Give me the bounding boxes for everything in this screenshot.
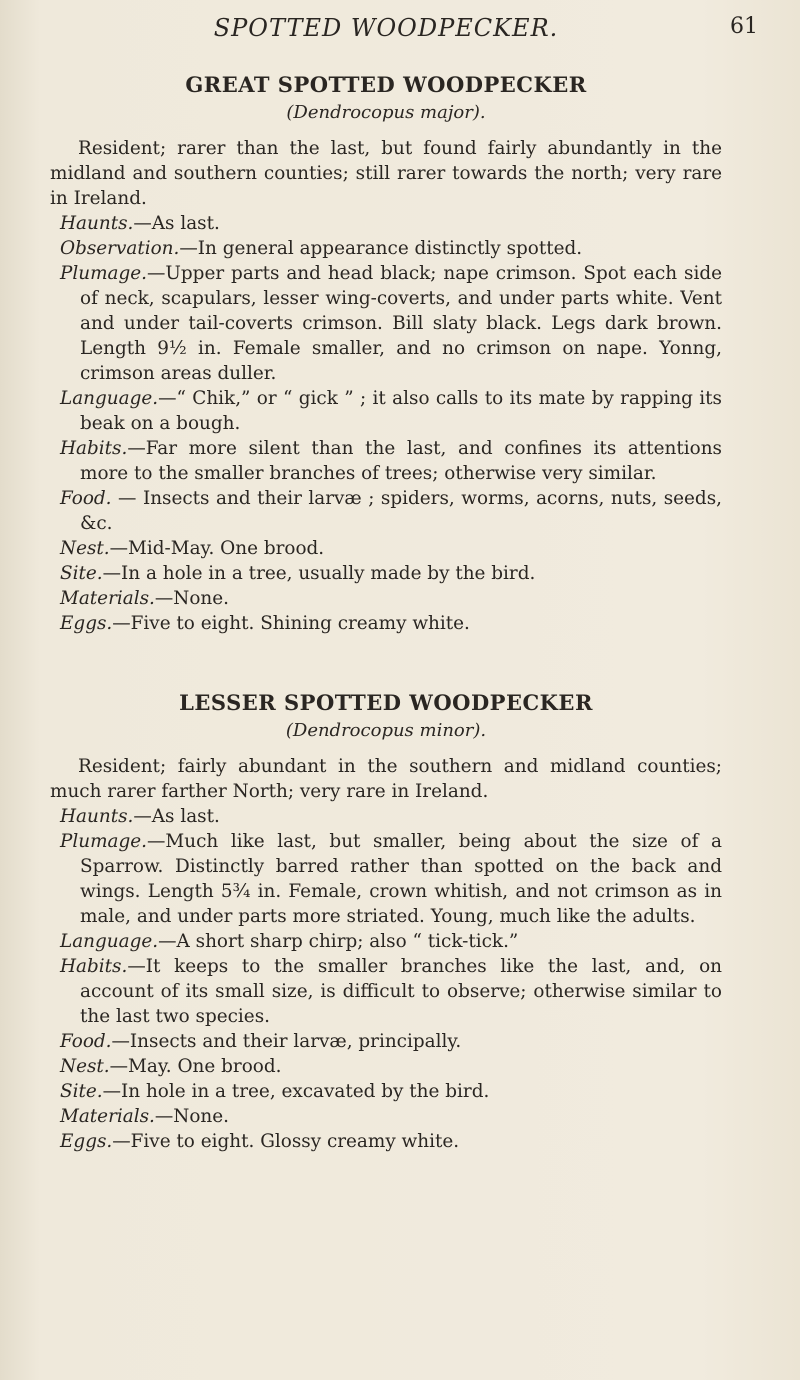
entry-text: —Mid-May. One brood. [109,538,325,559]
entry-label: Plumage. [60,263,148,284]
entry-haunts [50,804,722,829]
entry-label: Language. [60,388,159,409]
entry-label: Plumage. [60,831,148,852]
entry-label: Food. [60,1031,112,1052]
entry-eggs [50,611,722,636]
entry-site [50,1079,722,1104]
entry-text: —“ Chik,” or “ gick ” ; it also calls to its mate by rapping its beak on a bough. [80,388,722,434]
species-title: LESSER SPOTTED WOODPECKER [179,690,593,715]
entry-text: —In hole in a tree, excavated by the bird. [102,1081,490,1102]
entry-plumage [50,261,722,386]
entry-label: Observation. [60,238,180,259]
entry-text: —As last. [133,213,220,234]
entry-nest [50,536,722,561]
entry-text: —It keeps to the smaller branches like the last, and, on account of its small size, is difficult to observe; otherwise similar to the last two species. [80,956,722,1027]
entry-label: Haunts. [60,806,134,827]
running-title: SPOTTED WOODPECKER. [213,14,559,42]
species-section-great-spotted [50,70,722,636]
species-title: GREAT SPOTTED WOODPECKER [185,72,587,97]
entry-observation [50,236,722,261]
entry-text: —Five to eight. Shining creamy white. [112,613,470,634]
entry-label: Language. [60,931,159,952]
entry-text: —A short sharp chirp; also “ tick-tick.” [158,931,519,952]
entry-materials [50,1104,722,1129]
page-number: 61 [730,14,758,39]
entry-text: —None. [154,588,230,609]
entry-nest [50,1054,722,1079]
species-section-lesser-spotted [50,688,722,1154]
entry-text: —Five to eight. Glossy creamy white. [112,1131,460,1152]
entry-label: Eggs. [60,613,113,634]
species-intro: Resident; fairly abundant in the southern and midland counties; much rarer farther North; very rare in Ireland. [50,756,722,802]
entry-label: Site. [60,1081,103,1102]
entry-text: —None. [154,1106,230,1127]
entry-text: —Insects and their larvæ, principally. [111,1031,462,1052]
entry-label: Site. [60,563,103,584]
entry-language [50,929,722,954]
entry-language [50,386,722,436]
entry-food [50,486,722,536]
species-latin-name: (Dendrocopus minor). [285,720,487,741]
entry-habits [50,436,722,486]
entry-habits [50,954,722,1029]
entry-text: —In a hole in a tree, usually made by the bird. [102,563,536,584]
running-header [50,0,758,60]
species-latin-name: (Dendrocopus major). [286,102,486,123]
entry-materials [50,586,722,611]
entry-text: —As last. [133,806,220,827]
entry-text: —Much like last, but smaller, being about the size of a Sparrow. Distinctly barred rather than spotted on the back and wings. Length 5¾ in. Female, crown whitish, and not crimson as in male, and under parts more striated. Young, much like the adults. [80,831,722,927]
entry-text: —Far more silent than the last, and confines its attentions more to the smaller branches of trees; otherwise very similar. [80,438,722,484]
entry-label: Materials. [60,1106,155,1127]
entry-label: Habits. [60,956,128,977]
entry-label: Food. [60,488,112,509]
entry-label: Habits. [60,438,128,459]
entry-label: Nest. [60,538,110,559]
entry-food [50,1029,722,1054]
entry-site [50,561,722,586]
entry-text: —May. One brood. [109,1056,282,1077]
species-intro: Resident; rarer than the last, but found fairly abundantly in the midland and southern counties; still rarer towards the north; very rare in Ireland. [50,138,722,209]
entry-text: —Upper parts and head black; nape crimson. Spot each side of neck, scapulars, lesser wing-coverts, and under parts white. Vent and under tail-coverts crimson. Bill slaty black. Legs dark brown. Length 9½ in. Female smaller, and no crimson on nape. Yonng, crimson areas duller. [80,263,722,384]
entry-text: —In general appearance distinctly spotted. [179,238,583,259]
entry-label: Eggs. [60,1131,113,1152]
entry-label: Nest. [60,1056,110,1077]
entry-plumage [50,829,722,929]
entry-text: — Insects and their larvæ ; spiders, worms, acorns, nuts, seeds, &c. [80,488,722,534]
entry-label: Haunts. [60,213,134,234]
entry-label: Materials. [60,588,155,609]
entry-haunts [50,211,722,236]
entry-eggs [50,1129,722,1154]
